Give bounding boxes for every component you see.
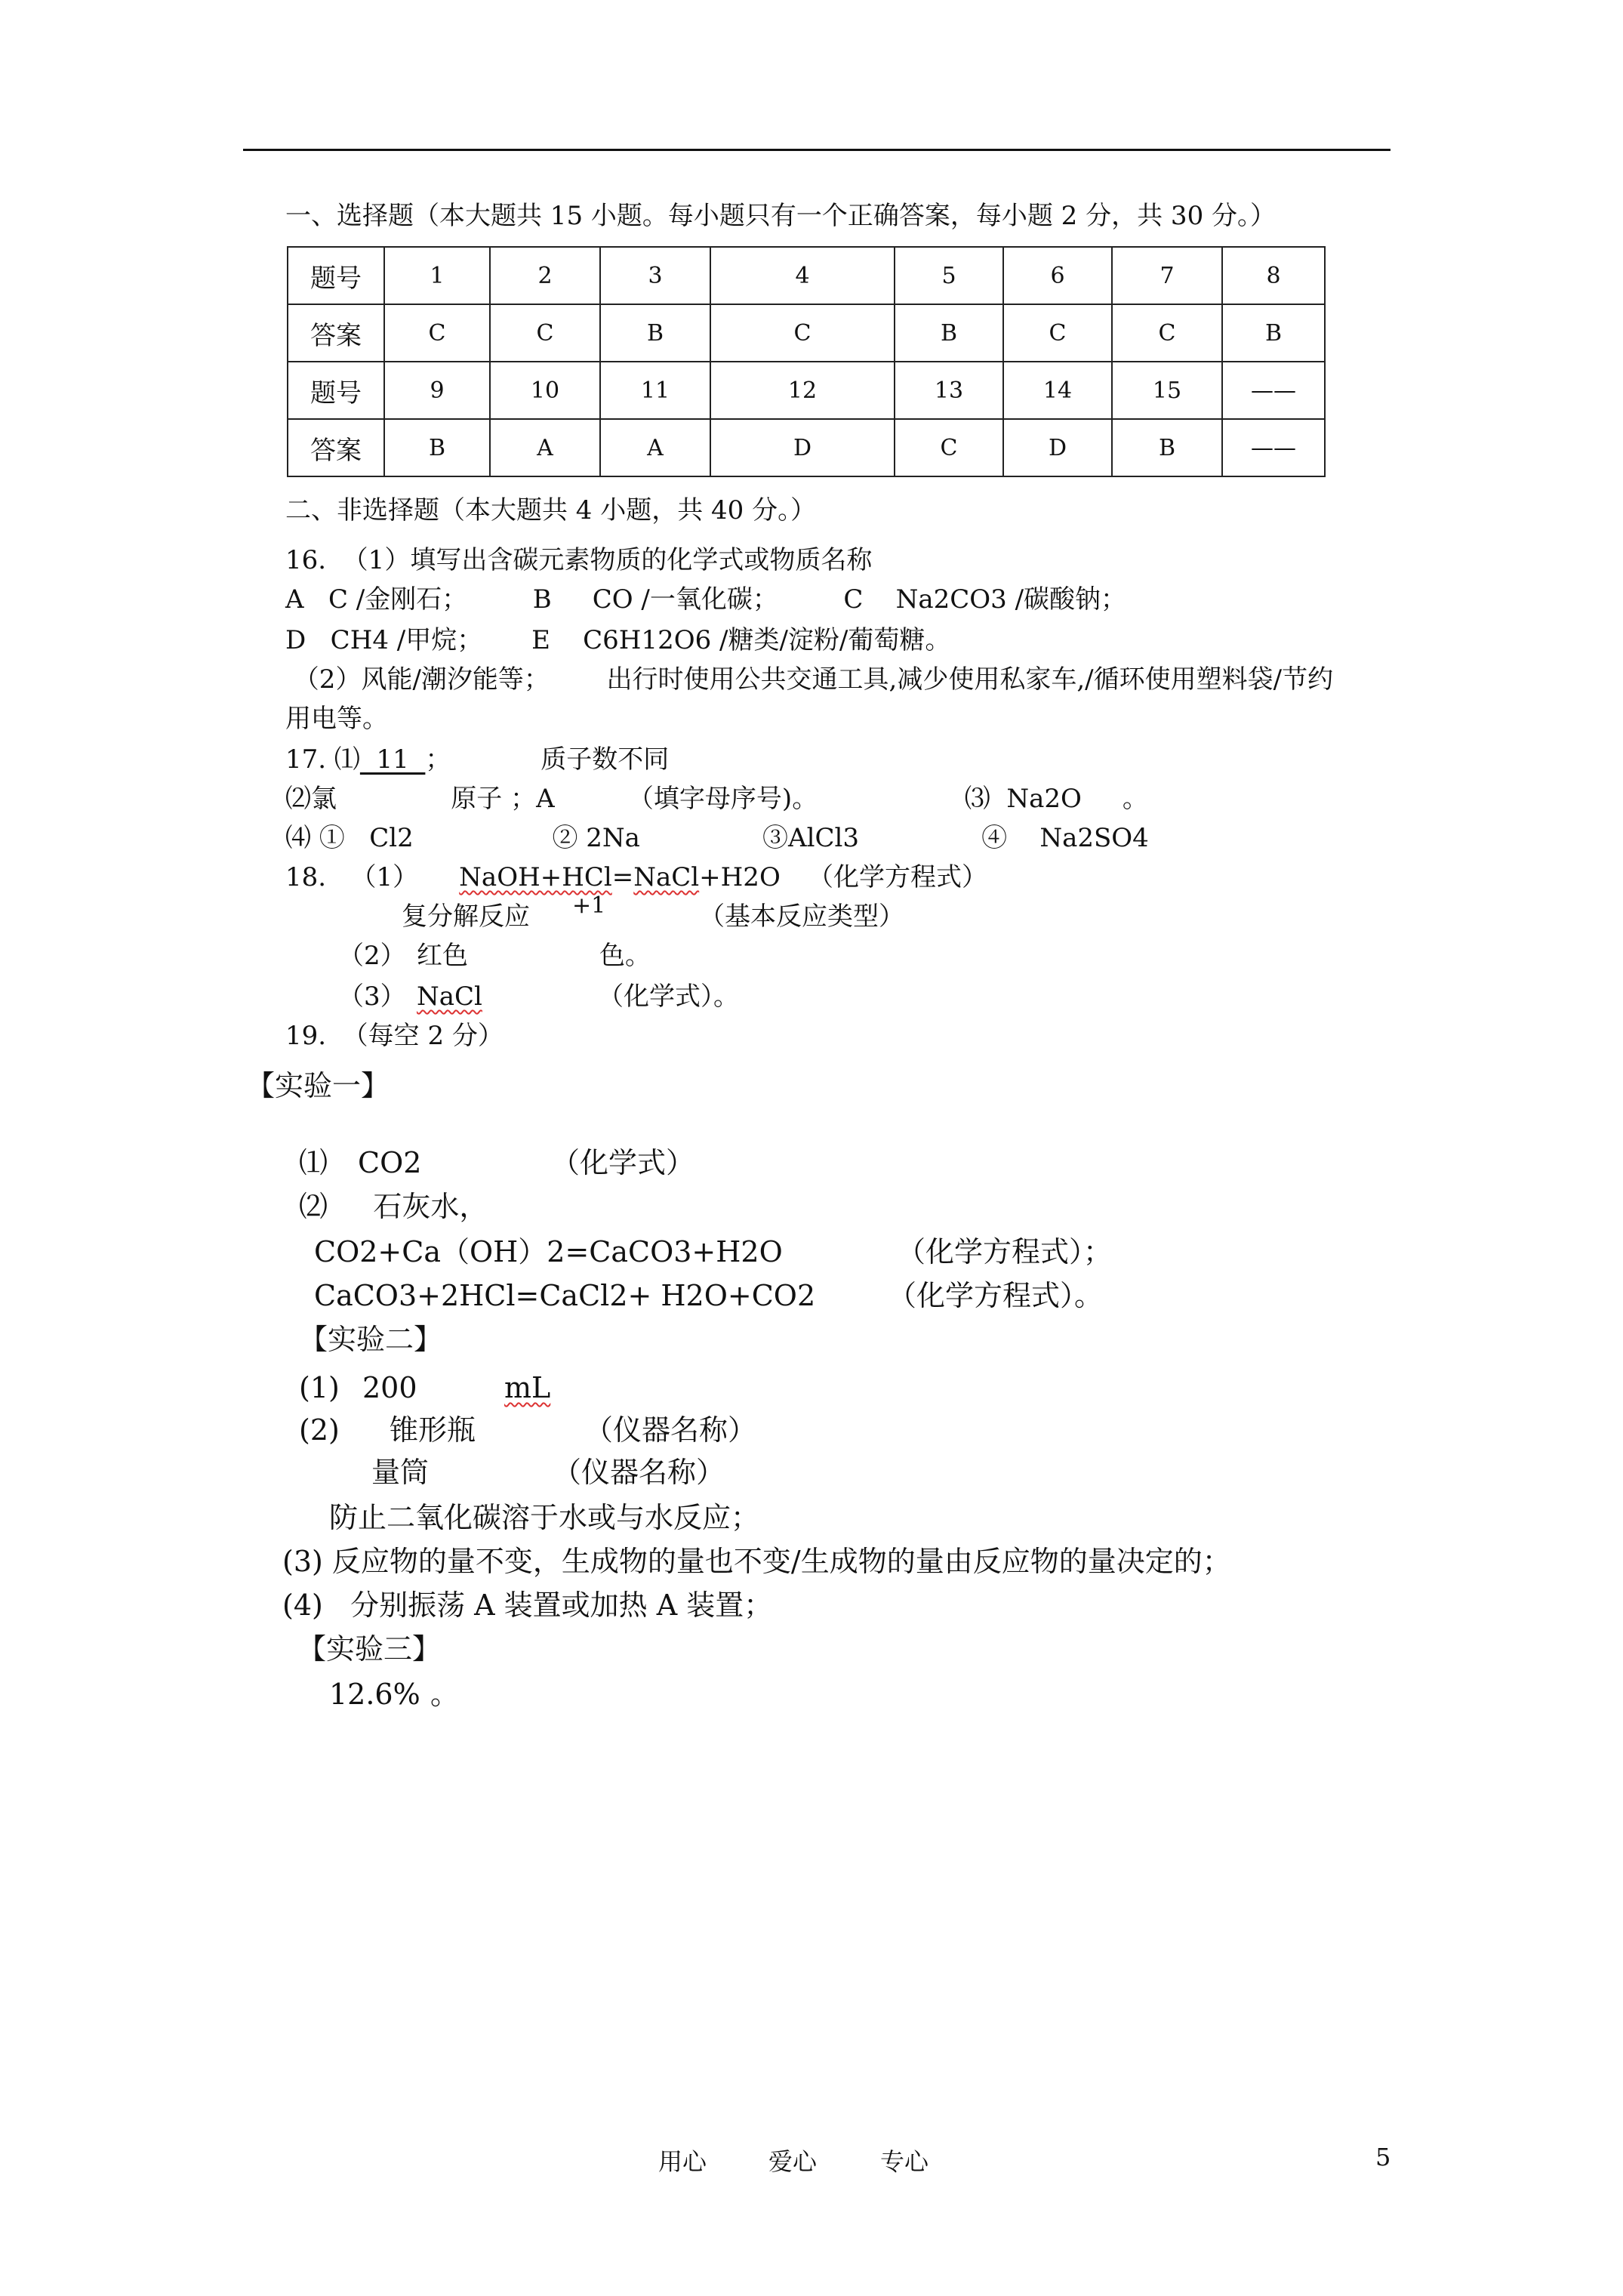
exp2-l4: 防止二氧化碳溶于水或与水反应； bbox=[329, 1501, 760, 1534]
q18-p3-answer: NaCl bbox=[417, 982, 482, 1012]
question-number: 8 bbox=[1222, 247, 1325, 304]
table-row bbox=[288, 419, 1325, 476]
answer-cell: B bbox=[600, 304, 710, 362]
answer-cell: A bbox=[490, 419, 600, 476]
exp1-eq1: CO2+Ca（OH）2=CaCO3+H2O bbox=[314, 1235, 783, 1268]
exp3-suffix: 。 bbox=[430, 1678, 460, 1711]
question-number: 6 bbox=[1003, 247, 1112, 304]
q16-line3: D CH4 /甲烷； E C6H12O6 /糖类/淀粉/葡萄糖。 bbox=[285, 625, 951, 655]
exp2-l1-num: (1) bbox=[299, 1371, 340, 1404]
q18-p2-answer: 红色 bbox=[417, 941, 468, 971]
answer-cell: C bbox=[490, 304, 600, 362]
table-row bbox=[288, 247, 1325, 304]
exp1-eq2-note: （化学方程式）。 bbox=[888, 1279, 1104, 1312]
question-number: 5 bbox=[895, 247, 1003, 304]
q18-p3-suffix: （化学式）。 bbox=[598, 982, 739, 1012]
answer-cell: B bbox=[384, 419, 490, 476]
exp2-title: 【实验二】 bbox=[299, 1323, 443, 1356]
q17-rest: ； 质子数不同 bbox=[425, 744, 670, 775]
q17-blank: 11 bbox=[359, 744, 426, 775]
answer-cell: —— bbox=[1222, 419, 1325, 476]
section1-heading: 一、选择题（本大题共 15 小题。每小题只有一个正确答案，每小题 2 分，共 30 分。） bbox=[285, 201, 1277, 231]
q18-p2-suffix: 色。 bbox=[599, 941, 651, 971]
q18-p3-num: （3） bbox=[338, 982, 406, 1012]
question-number: 3 bbox=[600, 247, 710, 304]
q18-equation-d: +H2O bbox=[699, 862, 781, 892]
exp1-l1-answer: CO2 bbox=[358, 1146, 422, 1179]
q18-equation-c: NaCl bbox=[633, 862, 700, 892]
exp1-title: 【实验一】 bbox=[246, 1069, 390, 1102]
q16-line5: 用电等。 bbox=[285, 704, 388, 734]
question-number: 13 bbox=[895, 362, 1003, 419]
q17-line3: ⑷ ① Cl2 ② 2Na ③AlCl3 ④ Na2SO4 bbox=[285, 823, 1149, 853]
answer-cell: A bbox=[600, 419, 710, 476]
question-number: 10 bbox=[490, 362, 600, 419]
exp1-eq2: CaCO3+2HCl=CaCl2+ H2O+CO2 bbox=[314, 1279, 816, 1312]
q18-line1 bbox=[285, 861, 781, 894]
exp2-l2-num: (2) bbox=[299, 1413, 340, 1447]
answer-cell: C bbox=[1112, 304, 1222, 362]
exp2-l6: (4) 分别振荡 A 装置或加热 A 装置； bbox=[282, 1589, 773, 1622]
question-number: —— bbox=[1222, 362, 1325, 419]
question-number: 2 bbox=[490, 247, 600, 304]
question-number: 9 bbox=[384, 362, 490, 419]
q18-note1: （化学方程式） bbox=[808, 862, 987, 892]
q17-prefix: 17. ⑴ bbox=[285, 744, 360, 775]
row-label-number: 题号 bbox=[288, 362, 384, 419]
row-label-answer: 答案 bbox=[288, 419, 384, 476]
exp1-l1-num: ⑴ bbox=[299, 1146, 328, 1179]
q18-equation-b: = bbox=[611, 862, 634, 892]
answer-table bbox=[287, 246, 1326, 477]
exp3-answer: 12.6% bbox=[329, 1678, 420, 1711]
question-number: 15 bbox=[1112, 362, 1222, 419]
q19-line: 19. （每空 2 分） bbox=[285, 1021, 504, 1051]
q18-note2: （基本反应类型） bbox=[699, 901, 904, 932]
answer-cell: C bbox=[384, 304, 490, 362]
q18-p2-num: （2） bbox=[338, 941, 406, 971]
exp1-l2: ⑵ 石灰水， bbox=[299, 1190, 488, 1223]
exp3-title: 【实验三】 bbox=[297, 1632, 442, 1666]
question-number: 11 bbox=[600, 362, 710, 419]
exp2-l5: (3) 反应物的量不变，生成物的量也不变/生成物的量由反应物的量决定的； bbox=[282, 1545, 1231, 1578]
footer-text-b: 爱心 bbox=[768, 2147, 818, 2176]
row-label-number: 题号 bbox=[288, 247, 384, 304]
table-row bbox=[288, 362, 1325, 419]
section2-heading: 二、非选择题（本大题共 4 小题，共 40 分。） bbox=[285, 495, 817, 525]
exp2-l3-answer: 量筒 bbox=[371, 1456, 430, 1489]
exp2-l2-answer: 锥形瓶 bbox=[390, 1413, 476, 1447]
answer-cell: D bbox=[1003, 419, 1112, 476]
answer-cell: C bbox=[710, 304, 895, 362]
question-number: 7 bbox=[1112, 247, 1222, 304]
footer-text-c: 专心 bbox=[880, 2147, 929, 2176]
exp2-l3-note: （仪器名称） bbox=[553, 1456, 725, 1489]
answer-cell: B bbox=[895, 304, 1003, 362]
page-number: 5 bbox=[1375, 2143, 1391, 2171]
answer-cell: B bbox=[1112, 419, 1222, 476]
question-number: 1 bbox=[384, 247, 490, 304]
question-number: 4 bbox=[710, 247, 895, 304]
exp2-l1-unit: mL bbox=[504, 1371, 551, 1404]
answer-cell: D bbox=[710, 419, 895, 476]
question-number: 12 bbox=[710, 362, 895, 419]
q16-line1: 16. （1）填写出含碳元素物质的化学式或物质名称 bbox=[285, 545, 873, 575]
q16-line4: （2）风能/潮汐能等； 出行时使用公共交通工具,减少使用私家车,/循环使用塑料袋/节约 bbox=[285, 664, 1334, 695]
answer-cell: C bbox=[1003, 304, 1112, 362]
exp1-eq1-note: （化学方程式）； bbox=[897, 1235, 1113, 1268]
q18-equation-a: NaOH+HCl bbox=[459, 862, 612, 892]
answer-cell: B bbox=[1222, 304, 1325, 362]
answer-cell: C bbox=[895, 419, 1003, 476]
q18-charge: +1 bbox=[572, 892, 606, 919]
q17-line1 bbox=[285, 743, 669, 776]
q18-reaction-type: 复分解反应 bbox=[402, 901, 530, 932]
q17-line2: ⑵氯 原子 ；A （填字母序号)。 ⑶ Na2O 。 bbox=[285, 784, 1148, 814]
exp2-l1-value: 200 bbox=[362, 1371, 417, 1404]
footer-text-a: 用心 bbox=[658, 2147, 707, 2176]
row-label-answer: 答案 bbox=[288, 304, 384, 362]
exp1-l1-note: （化学式） bbox=[551, 1146, 695, 1179]
exp2-l2-note: （仪器名称） bbox=[584, 1413, 757, 1447]
header-rule bbox=[243, 149, 1390, 151]
question-number: 14 bbox=[1003, 362, 1112, 419]
q16-line2: A C /金刚石； B CO /一氧化碳； C Na2CO3 /碳酸钠； bbox=[285, 584, 1127, 615]
table-row bbox=[288, 304, 1325, 362]
q18-prefix: 18. （1） bbox=[285, 862, 460, 892]
